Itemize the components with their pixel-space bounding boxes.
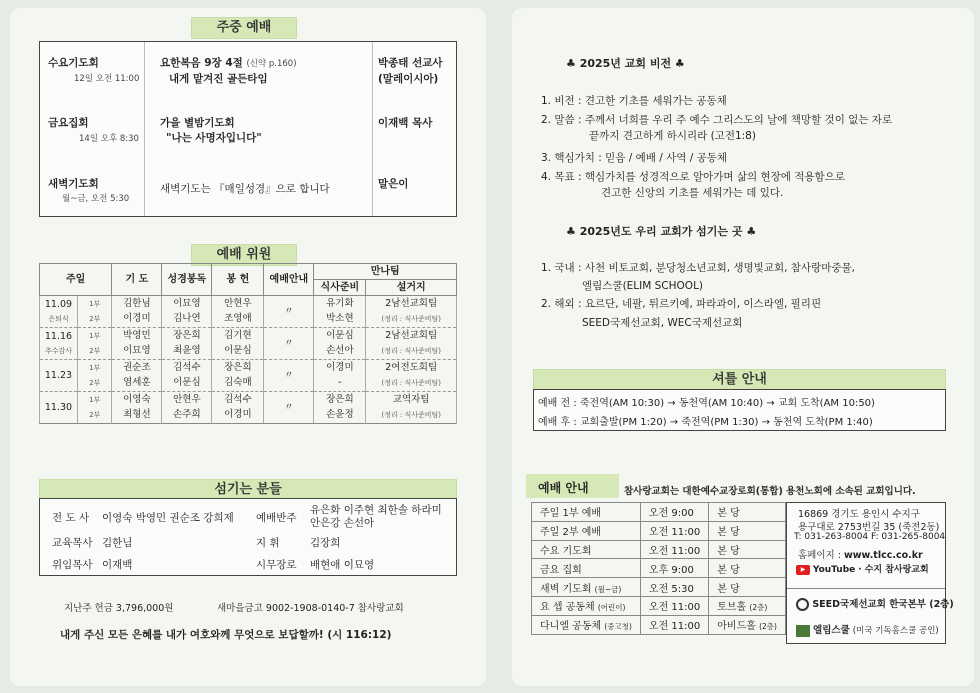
worship-speaker: 이재백 목사 — [378, 117, 433, 129]
worship-time: 14일 오후 8:30 — [79, 134, 139, 144]
seed-logo-icon — [796, 598, 809, 611]
worship-time: 12일 오전 11:00 — [74, 74, 140, 84]
worship-text: 요한복음 9장 4절 (신약 p.160) — [160, 57, 297, 69]
vision-title: ♣ 2025년 교회 비전 ♣ — [566, 57, 685, 70]
evangelist-label: 전 도 사 — [52, 512, 90, 524]
worship-speaker: 말은이 — [378, 178, 409, 190]
youtube-icon: ▶ — [796, 565, 810, 575]
table-row: 2부 최형선 손주희 이경미 손윤정 (정리 : 식사준비팀) — [40, 408, 457, 424]
address-line-2: 용구대로 2753번길 35 (죽전2동) — [798, 522, 940, 533]
service-info-title: 예배 안내 — [538, 481, 589, 495]
worship-speaker-sub: (말레이시아) — [378, 73, 439, 85]
table-row: 주일 2부 예배 오전 11:00 본 당 — [532, 521, 786, 540]
weekly-worship-title: 주중 예배 — [191, 17, 297, 39]
conductor-label: 지 휘 — [256, 537, 280, 549]
table-row: 금요 집회 오후 9:00 본 당 — [532, 559, 786, 578]
vision-item: 1. 비전 : 견고한 기초를 세워가는 공동체 — [541, 95, 727, 107]
education-pastor-name: 김한님 — [102, 537, 133, 549]
shuttle-before: 예배 전 : 죽전역(AM 10:30) → 동천역(AM 10:40) → 교회 도착(AM 10:50) — [538, 398, 875, 409]
elder-names: 배현애 이묘영 — [310, 559, 375, 571]
table-row: 11.23 1부 권순조 김석수 장은희 〃 이경미 2여전도회팀 — [40, 360, 457, 376]
worship-text: 새벽기도는 『매일성경』으로 합니다 — [160, 183, 330, 195]
elim-logo-icon — [796, 625, 810, 637]
vision-item: 끝까지 견고하게 하시리라 (고전1:8) — [589, 130, 756, 142]
table-row: 11.09 은퇴식 1부 김한님 이묘영 안현우 〃 유기화 2남선교회팀 — [40, 296, 457, 312]
col-scripture: 성경봉독 — [162, 264, 212, 296]
accompanist-names-2: 안은강 손선아 — [310, 517, 375, 529]
evangelist-names: 이영숙 박영민 권순조 강희제 — [102, 512, 234, 524]
table-row: 요 셉 공동체 (어린이) 오전 11:00 토브홀 (2층) — [532, 596, 786, 615]
senior-pastor-name: 이재백 — [102, 559, 133, 571]
address-line-1: 16869 경기도 용인시 수지구 — [798, 509, 920, 520]
worship-name: 새벽기도회 — [48, 178, 99, 190]
col-offering: 봉 헌 — [212, 264, 264, 296]
offering-line: 지난주 헌금 3,796,000원 — [64, 603, 174, 614]
vision-item: 견고한 신앙의 기초를 세워가는 데 있다. — [601, 187, 784, 199]
accompanist-label: 예배반주 — [256, 512, 297, 524]
col-dish: 설거지 — [366, 280, 457, 296]
serve-place-item: SEED국제선교회, WEC국제선교회 — [582, 317, 743, 329]
table-row: 2부 염세훈 이문심 김숙매 - (정리 : 식사준비팀) — [40, 376, 457, 392]
worship-sermon-title: "나는 사명자입니다" — [166, 132, 262, 144]
account-line: 새마을금고 9002-1908-0140-7 참사랑교회 — [217, 603, 404, 614]
shuttle-after: 예배 후 : 교회출발(PM 1:20) → 죽전역(PM 1:30) → 동천역 도착(PM 1:40) — [538, 417, 873, 428]
worship-name: 수요기도회 — [48, 57, 99, 69]
seed-mission: SEED국제선교회 한국본부 (2층) — [796, 596, 954, 611]
serve-places-title: ♣ 2025년도 우리 교회가 섬기는 곳 ♣ — [566, 225, 757, 238]
elder-label: 시무장로 — [256, 559, 297, 571]
col-meal: 식사준비 — [314, 280, 366, 296]
conductor-name: 김장희 — [310, 537, 341, 549]
serve-place-item: 2. 해외 : 요르단, 네팔, 튀르키예, 파라과이, 이스라엘, 필리핀 — [541, 298, 822, 310]
worship-time: 월~금, 오전 5:30 — [62, 194, 130, 204]
table-row: 11.16 추수감사 1부 박영민 장은희 김기현 〃 이문심 2남선교회팀 — [40, 328, 457, 344]
table-row: 11.30 1부 이영숙 안현우 김석수 〃 장은희 교역자팀 — [40, 392, 457, 408]
service-info-subtitle: 참사랑교회는 대한예수교장로회(통합) 용천노회에 소속된 교회입니다. — [624, 486, 916, 497]
col-week: 주일 — [40, 264, 112, 296]
col-prayer: 기 도 — [112, 264, 162, 296]
vision-item: 3. 핵심가치 : 믿음 / 예배 / 사역 / 공동체 — [541, 152, 728, 164]
phone-line: T: 031-263-8004 F: 031-265-8004 — [794, 532, 946, 542]
table-row: 2부 이경미 김나연 조영애 박소현 (정리 : 식사준비팀) — [40, 312, 457, 328]
elim-school: 엘림스쿨 (미국 기독홈스쿨 공인) — [796, 622, 939, 637]
table-row: 2부 이묘영 최윤영 이문심 손선아 (정리 : 식사준비팀) — [40, 344, 457, 360]
serve-place-item: 1. 국내 : 사천 비토교회, 분당청소년교회, 생명빛교회, 참사랑마중물, — [541, 262, 855, 274]
shuttle-title: 셔틀 안내 — [533, 369, 946, 391]
servants-title: 섬기는 분들 — [39, 479, 457, 501]
youtube-link[interactable]: ▶ YouTube · 수지 참사랑교회 — [796, 562, 929, 575]
table-row: 수요 기도회 오전 11:00 본 당 — [532, 540, 786, 559]
committee-table — [39, 263, 457, 424]
education-pastor-label: 교육목사 — [52, 537, 93, 549]
col-guide: 예배안내 — [264, 264, 314, 296]
table-row: 다니엘 공동체 (중고청) 오전 11:00 아비드홀 (2층) — [532, 615, 786, 634]
worship-speaker: 박종태 선교사 — [378, 57, 443, 69]
service-schedule-table — [531, 502, 786, 635]
worship-name: 금요집회 — [48, 117, 89, 129]
worship-sermon-title: 내게 맡겨진 골든타임 — [169, 73, 268, 85]
table-row: 새벽 기도회 (월~금) 오전 5:30 본 당 — [532, 578, 786, 597]
col-manna: 만나팀 — [314, 264, 457, 280]
worship-text: 가을 별밤기도회 — [160, 117, 235, 129]
vision-item: 2. 말씀 : 주께서 너희를 우리 주 예수 그리스도의 날에 책망할 것이 없는 자로 — [541, 114, 893, 126]
homepage-link[interactable]: www.tlcc.co.kr — [843, 550, 923, 561]
accompanist-names: 유은화 이주현 최한솔 하라미 — [310, 504, 442, 516]
serve-place-item: 엘림스쿨(ELIM SCHOOL) — [582, 280, 704, 292]
table-row: 주일 1부 예배 오전 9:00 본 당 — [532, 503, 786, 522]
senior-pastor-label: 위임목사 — [52, 559, 93, 571]
committee-title: 예배 위원 — [191, 244, 297, 266]
vision-item: 4. 목표 : 핵심가치를 성경적으로 알아가며 삶의 현장에 적용함으로 — [541, 171, 845, 183]
homepage-line: 홈페이지 : www.tlcc.co.kr — [798, 550, 923, 561]
closing-verse: 내게 주신 모든 은혜를 내가 여호와께 무엇으로 보답할까! (시 116:12) — [60, 629, 392, 641]
